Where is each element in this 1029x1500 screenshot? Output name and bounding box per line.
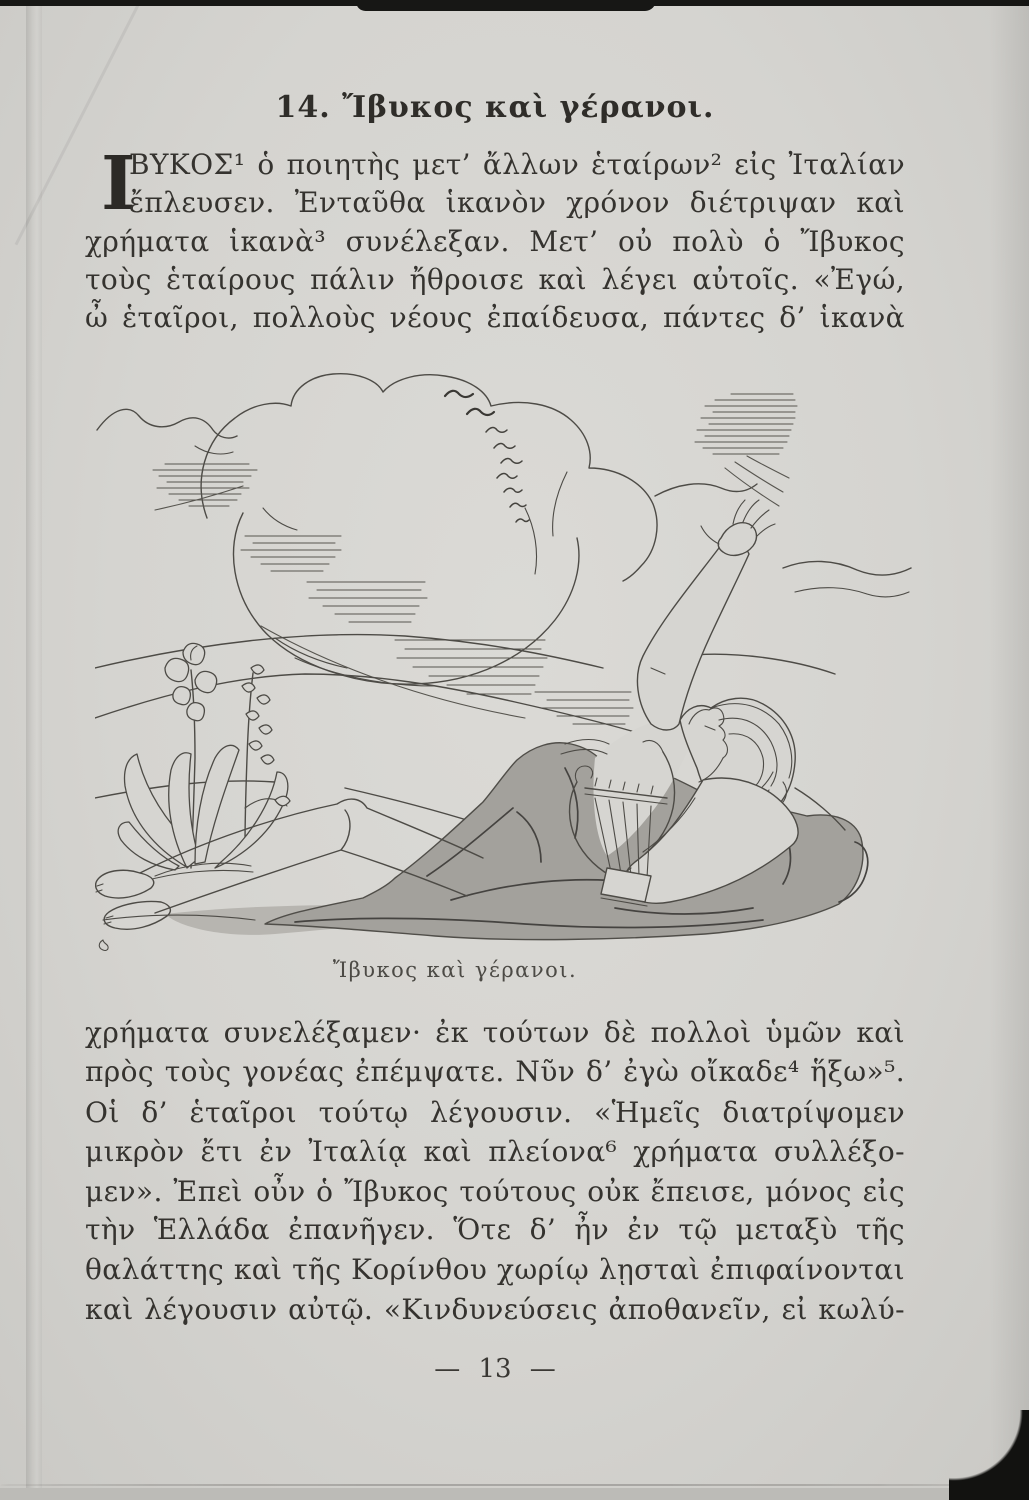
scan-corner-black: [949, 1410, 1029, 1500]
paragraph1-line: χρήματα ἱκανὰ³ συνέλεξαν. Μετ’ οὐ πολὺ ὁ Ἴβυκος: [85, 225, 905, 258]
page-bottom-edge: [0, 1484, 1029, 1486]
page-number: — 13 —: [434, 1354, 556, 1384]
page-crease-vertical: [26, 0, 42, 1500]
scan-shade-right: [989, 0, 1029, 1500]
paragraph1-line: ἔπλευσεν. Ἐνταῦθα ἱκανὸν χρόνον διέτριψαν καὶ: [129, 186, 905, 219]
cranes-flock: [445, 391, 529, 522]
paragraph2-line: τὴν Ἑλλάδα ἐπανῆγεν. Ὅτε δ’ ἦν ἐν τῷ μεταξὺ τῆς: [85, 1213, 905, 1246]
ibycus-line-drawing: [95, 368, 925, 958]
story-illustration: [95, 368, 925, 958]
raised-arm: [637, 500, 775, 730]
paragraph2-line: χρήματα συνελέξαμεν· ἐκ τούτων δὲ πολλοὶ ὑμῶν καὶ: [85, 1016, 905, 1049]
paragraph1-line: ὦ ἑταῖροι, πολλοὺς νέους ἐπαίδευσα, πάντες δ’ ἱκανὰ: [85, 301, 905, 334]
flower-plant: [118, 643, 290, 882]
paragraph2-line: μικρὸν ἔτι ἐν Ἰταλίᾳ καὶ πλείονα⁶ χρήματα συλλέξο-: [85, 1135, 905, 1168]
chapter-title: 14. Ἴβυκος καὶ γέρανοι.: [275, 90, 715, 125]
paragraph1-line: ΒΥΚΟΣ¹ ὁ ποιητὴς μετ’ ἄλλων ἑταίρων² εἰς Ἰταλίαν: [129, 148, 905, 181]
paragraph2-line: πρὸς τοὺς γονέας ἐπέμψατε. Νῦν δ’ ἐγὼ οἴκαδε⁴ ἥξω»⁵.: [85, 1055, 905, 1088]
drop-cap: Ι: [101, 141, 136, 227]
paragraph2-line: καὶ λέγουσιν αὐτῷ. «Κινδυνεύσεις ἀποθανεῖν, εἰ κωλύ-: [85, 1293, 905, 1326]
paragraph2-line: θαλάττης καὶ τῆς Κορίνθου χωρίῳ λῃσταὶ ἐπιφαίνονται: [85, 1253, 905, 1286]
paragraph2-line: Οἱ δ’ ἑταῖροι τούτῳ λέγουσιν. «Ἡμεῖς διατρίψομεν: [85, 1096, 905, 1129]
scan-edge-top-bump: [356, 0, 656, 11]
illustration-caption: Ἴβυκος καὶ γέρανοι.: [332, 958, 578, 982]
scan-edge-bottom: [0, 1488, 1029, 1500]
paragraph1-line: τοὺς ἑταίρους πάλιν ἤθροισε καὶ λέγει αὐτοῖς. «Ἐγώ,: [85, 263, 905, 296]
paragraph2-line: μεν». Ἐπεὶ οὖν ὁ Ἴβυκος τούτους οὐκ ἔπεισε, μόνος εἰς: [85, 1175, 905, 1208]
